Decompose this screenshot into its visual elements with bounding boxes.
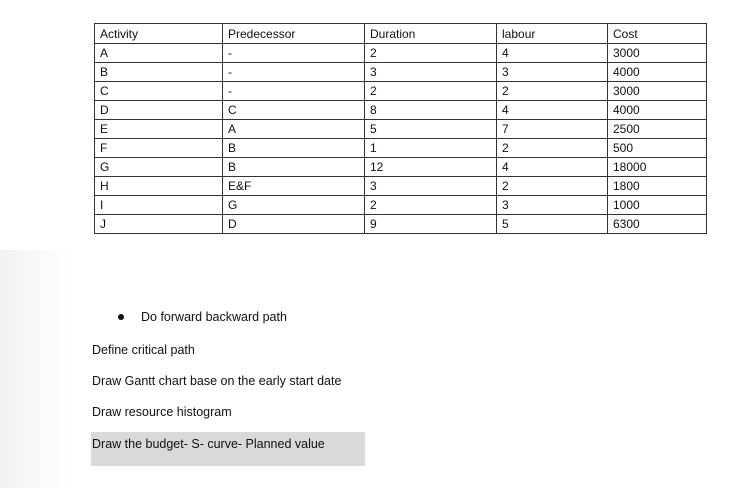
cell-labour: 3 — [497, 196, 608, 215]
table-row — [95, 101, 707, 120]
table-row — [95, 158, 707, 177]
bullet-text: Do forward backward path — [141, 310, 287, 324]
cell-predecessor: A — [223, 120, 365, 139]
bullet-dot-icon — [118, 314, 124, 320]
cell-labour: 4 — [497, 44, 608, 63]
cell-duration: 3 — [365, 63, 497, 82]
cell-labour: 5 — [497, 215, 608, 234]
table-row — [95, 82, 707, 101]
header-predecessor: Predecessor — [223, 24, 365, 44]
activity-table — [94, 23, 707, 234]
table-row — [95, 44, 707, 63]
task-critical-path: Define critical path — [92, 343, 195, 357]
task-budget-s-curve: Draw the budget- S- curve- Planned value — [92, 437, 325, 451]
cell-labour: 4 — [497, 101, 608, 120]
cell-predecessor: - — [223, 63, 365, 82]
cell-predecessor: E&F — [223, 177, 365, 196]
cell-activity: J — [95, 215, 223, 234]
table-row — [95, 63, 707, 82]
cell-predecessor: B — [223, 139, 365, 158]
cell-activity: F — [95, 139, 223, 158]
cell-activity: A — [95, 44, 223, 63]
table-row — [95, 120, 707, 139]
cell-cost: 3000 — [608, 82, 707, 101]
cell-duration: 9 — [365, 215, 497, 234]
task-gantt-chart: Draw Gantt chart base on the early start date — [92, 374, 342, 388]
cell-duration: 8 — [365, 101, 497, 120]
cell-activity: B — [95, 63, 223, 82]
cell-duration: 12 — [365, 158, 497, 177]
table-row — [95, 139, 707, 158]
cell-labour: 2 — [497, 177, 608, 196]
cell-cost: 1800 — [608, 177, 707, 196]
cell-activity: H — [95, 177, 223, 196]
cell-predecessor: G — [223, 196, 365, 215]
cell-cost: 18000 — [608, 158, 707, 177]
cell-duration: 1 — [365, 139, 497, 158]
cell-predecessor: C — [223, 101, 365, 120]
cell-predecessor: B — [223, 158, 365, 177]
cell-labour: 2 — [497, 139, 608, 158]
header-duration: Duration — [365, 24, 497, 44]
cell-cost: 4000 — [608, 63, 707, 82]
cell-duration: 2 — [365, 82, 497, 101]
cell-duration: 2 — [365, 44, 497, 63]
cell-labour: 4 — [497, 158, 608, 177]
cell-predecessor: D — [223, 215, 365, 234]
cell-cost: 1000 — [608, 196, 707, 215]
cell-activity: C — [95, 82, 223, 101]
cell-activity: E — [95, 120, 223, 139]
table-row — [95, 196, 707, 215]
cell-duration: 5 — [365, 120, 497, 139]
cell-cost: 4000 — [608, 101, 707, 120]
table-row — [95, 177, 707, 196]
cell-cost: 500 — [608, 139, 707, 158]
bullet-item — [118, 308, 287, 326]
cell-activity: G — [95, 158, 223, 177]
cell-activity: D — [95, 101, 223, 120]
cell-cost: 6300 — [608, 215, 707, 234]
cell-labour: 7 — [497, 120, 608, 139]
task-resource-histogram: Draw resource histogram — [92, 405, 232, 419]
header-activity: Activity — [95, 24, 223, 44]
header-cost: Cost — [608, 24, 707, 44]
cell-duration: 3 — [365, 177, 497, 196]
cell-predecessor: - — [223, 82, 365, 101]
cell-activity: I — [95, 196, 223, 215]
margin-shadow — [0, 250, 70, 488]
cell-labour: 2 — [497, 82, 608, 101]
cell-predecessor: - — [223, 44, 365, 63]
table-row — [95, 215, 707, 234]
cell-labour: 3 — [497, 63, 608, 82]
cell-cost: 3000 — [608, 44, 707, 63]
cell-duration: 2 — [365, 196, 497, 215]
cell-cost: 2500 — [608, 120, 707, 139]
header-labour: labour — [497, 24, 608, 44]
table-header-row — [95, 24, 707, 44]
